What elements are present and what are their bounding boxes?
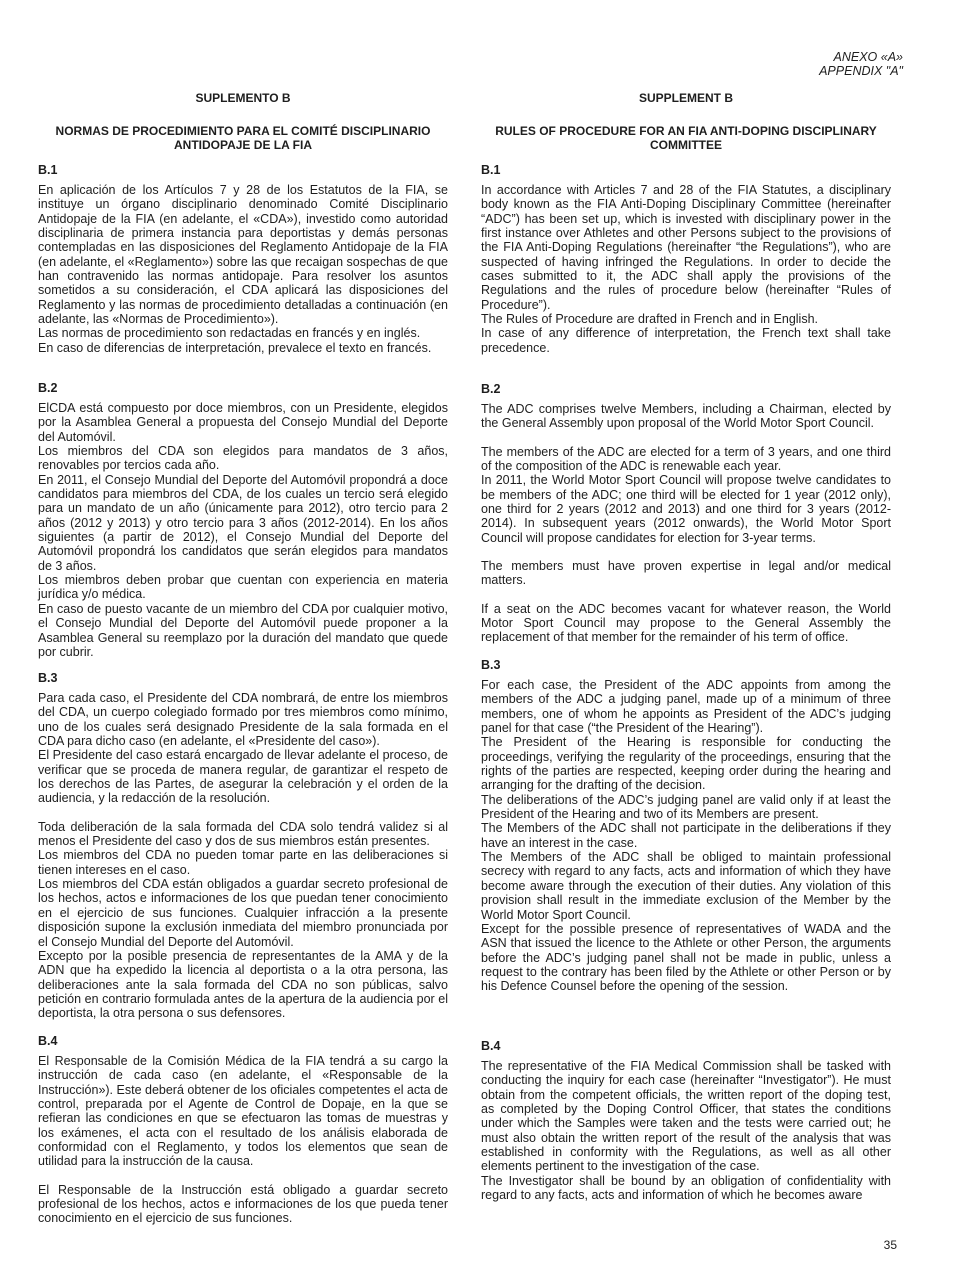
paragraph: The President of the Hearing is responsible for conducting the proceedings, verifying the regularity of the proceedings, ensuring that the rights of the parties are respected, keeping order during the hearing and arranging for the drafting of the decision. — [481, 735, 891, 793]
section-heading: B.2 — [38, 381, 58, 395]
paragraph: ElCDA está compuesto por doce miembros, con un Presidente, elegidos por la Asamblea General a propuesta del Consejo Mundial del Deporte del Automóvil. — [38, 401, 448, 444]
section-heading: B.4 — [38, 1034, 58, 1048]
section-b4-en — [481, 1039, 891, 1202]
section-heading: B.1 — [481, 163, 501, 177]
section-b1-en — [481, 163, 891, 355]
paragraph: The Members of the ADC shall be obliged to maintain professional secrecy with regard to any facts, acts and information of which they have become aware through the execution of their duties. Any violation of this provision shall result in the immediate exclusion of the Member by the World Motor Sport Council. — [481, 850, 891, 922]
supplement-title-en: SUPPLEMENT B — [638, 91, 733, 105]
section-b2-es — [38, 381, 448, 659]
section-heading: B.4 — [481, 1039, 501, 1053]
section-heading: B.3 — [38, 671, 58, 685]
paragraph: Las normas de procedimiento son redactadas en francés y en inglés. — [38, 326, 421, 341]
annex-label — [819, 50, 903, 78]
paragraph: In case of any difference of interpretation, the French text shall take precedence. — [481, 326, 891, 355]
document-title-en: RULES OF PROCEDURE FOR AN FIA ANTI-DOPING DISCIPLINARY COMMITTEE — [495, 124, 877, 152]
section-heading: B.1 — [38, 163, 58, 177]
paragraph: The Rules of Procedure are drafted in French and in English. — [481, 312, 818, 327]
paragraph: Los miembros del CDA no pueden tomar parte en las deliberaciones si tienen intereses en el caso. — [38, 848, 448, 877]
annex-es: ANEXO «A» — [833, 50, 903, 64]
paragraph: El Presidente del caso estará encargado de llevar adelante el proceso, de verificar que se proceda de manera regular, de garantizar el respeto de los derechos de las Partes, de asegurar la celebración y el orden de la audiencia, y la redacción de la resolución. — [38, 748, 448, 806]
section-b2-en — [481, 382, 891, 645]
section-heading: B.2 — [481, 382, 501, 396]
document-title-es: NORMAS DE PROCEDIMIENTO PARA EL COMITÉ DISCIPLINARIO ANTIDOPAJE DE LA FIA — [55, 124, 431, 152]
paragraph: Los miembros del CDA están obligados a guardar secreto profesional de los hechos, actos e informaciones de los que puedan tener conocimiento en el ejercicio de sus funciones. Cualquier infracción a la presente disposición supone la exclusión inmediata del miembro pronunciada por el Consejo Mundial del Deporte del Automóvil. — [38, 877, 448, 949]
paragraph: Except for the possible presence of representatives of WADA and the ASN that issued the licence to the Athlete or other Person, the arguments before the ADC’s judging panel shall not be made in public, unless a request to the contrary has been filed by the Athlete or other Person or by his Defence Counsel before the opening of the session. — [481, 921, 891, 994]
paragraph: The members of the ADC are elected for a term of 3 years, and one third of the composition of the ADC is renewable each year. — [481, 444, 891, 474]
annex-en: APPENDIX "A" — [819, 64, 903, 78]
paragraph: The representative of the FIA Medical Commission shall be tasked with conducting the inquiry for each case (hereinafter “Investigator”). He must obtain from the competent officials, the written report of the doping test, as completed by the Doping Control Officer, that states the conditions under which the Samples were taken and the tests were carried out; he must also obtain the written report of the result of the analysis that was established in conformity with the Regulations, as well as all other elements pertinent to the investigation of the case. — [481, 1059, 891, 1174]
paragraph: The Members of the ADC shall not participate in the deliberations if they have an interest in the case. — [481, 821, 891, 850]
paragraph: En caso de diferencias de interpretación, prevalece el texto en francés. — [38, 340, 432, 355]
paragraph: En caso de puesto vacante de un miembro del CDA por cualquier motivo, el Consejo Mundial del Deporte del Automóvil puede proponer a la Asamblea General su reemplazo por la duración del mandato que quede por cubrir. — [38, 601, 448, 659]
page-number: 35 — [883, 1238, 897, 1252]
paragraph: If a seat on the ADC becomes vacant for whatever reason, the World Motor Sport Council may propose to the General Assembly the replacement of that member for the remainder of his term of office. — [481, 601, 891, 645]
paragraph: Toda deliberación de la sala formada del CDA solo tendrá validez si al menos el Presidente del caso y dos de sus miembros están presentes. — [38, 819, 448, 849]
paragraph: For each case, the President of the ADC appoints from among the members of the ADC a judging panel, made up of a minimum of three members, one of whom he appoints as President of the ADC’s judging panel for that case (“the President of the Hearing”). — [481, 678, 891, 736]
paragraph: Para cada caso, el Presidente del CDA nombrará, de entre los miembros del CDA, un cuerpo colegiado formado por tres miembros como mínimo, uno de los cuales será designado Presidente de la sala formada en el CDA para dicho caso (en adelante, el «Presidente del caso»). — [38, 691, 448, 749]
section-heading: B.3 — [481, 658, 501, 672]
paragraph: The members must have proven expertise in legal and/or medical matters. — [481, 559, 891, 588]
paragraph: El Responsable de la Instrucción está obligado a guardar secreto profesional de los hechos, actos e informaciones de los que pueda tener conocimiento en el ejercicio de sus funciones. — [38, 1182, 448, 1226]
supplement-title-es: SUPLEMENTO B — [195, 91, 291, 105]
paragraph: En aplicación de los Artículos 7 y 28 de los Estatutos de la FIA, se instituye un órgano disciplinario denominado Comité Disciplinario Antidopaje de la FIA (en adelante, el «CDA»), investido como autoridad disciplinaria de primera instancia para deportistas y demás personas contempladas en las disposiciones del Reglamento Antidopaje de la FIA (en adelante, el «Reglamento») sobre las que recaigan sospechas de que han contravenido las normas antidopaje. Para resolver los asuntos sometidos a su consideración, el CDA aplicará las disposiciones del Reglamento y las normas de procedimiento detalladas a continuación (en adelante, las «Normas de Procedimiento»). — [38, 183, 448, 327]
paragraph: En 2011, el Consejo Mundial del Deporte del Automóvil propondrá a doce candidatos para miembros del CDA, de los cuales un tercio será elegido para un mandato de un año (únicamente para 2012), otro tercio para 2 años (2012 y 2013) y otro tercio para 3 años (2012-2014). En los años siguientes (a partir de 2012), el Consejo Mundial del Deporte del Automóvil propondrá los candidatos que serán elegidos para mandatos de 3 años. — [38, 472, 448, 573]
section-b3-es — [38, 671, 448, 1021]
paragraph: The ADC comprises twelve Members, including a Chairman, elected by the General Assembly upon proposal of the World Motor Sport Council. — [481, 402, 891, 431]
section-b3-en — [481, 658, 891, 994]
paragraph: The Investigator shall be bound by an obligation of confidentiality with regard to any facts, acts and information of which he becomes aware — [481, 1173, 891, 1203]
section-b1-es — [38, 163, 448, 355]
section-b4-es — [38, 1034, 448, 1226]
paragraph: Los miembros deben probar que cuentan con experiencia en materia jurídica y/o médica. — [38, 573, 448, 602]
paragraph: In accordance with Articles 7 and 28 of the FIA Statutes, a disciplinary body known as the FIA Anti-Doping Disciplinary Committee (hereinafter “ADC”) has been set up, which is invested with disciplinary power in the first instance over Athletes and other Persons subject to the provisions of the FIA Anti-Doping Regulations (hereinafter “the Regulations”), who are suspected of having infringed the Regulations. In order to decide the cases submitted to it, the ADC shall apply the provisions of the Regulations and the rules of procedure below (hereinafter “Rules of Procedure”). — [481, 183, 891, 312]
paragraph: The deliberations of the ADC’s judging panel are valid only if at least the President of the Hearing and two of its Members are present. — [481, 792, 891, 822]
paragraph: In 2011, the World Motor Sport Council will propose twelve candidates to be members of the ADC; one third will be elected for 1 year (2012 only), one third for 2 years (2012 and 2013) and one third for 3 years (2012-2014). In subsequent years (2012 onwards), the World Motor Sport Council will propose candidates for election for 3-year terms. — [481, 473, 891, 545]
paragraph: Los miembros del CDA son elegidos para mandatos de 3 años, renovables por tercios cada año. — [38, 444, 448, 473]
paragraph: El Responsable de la Comisión Médica de la FIA tendrá a su cargo la instrucción de cada caso (en adelante, el «Responsable de la Instrucción»). Este deberá obtener de los oficiales competentes el acta de control, preparada por el Agente de Control de Dopaje, en la que se refieran las condiciones en que se efectuaron las tomas de muestras y los exámenes, el acta con el resultado de los análisis elaborada de conformidad con el Reglamento, y todos los elementos que sean de utilidad para la instrucción de la causa. — [38, 1054, 448, 1169]
paragraph: Excepto por la posible presencia de representantes de la AMA y de la ADN que ha expedido la licencia al deportista o a la otra persona, las deliberaciones ante la sala formada del CDA no son públicas, salvo petición en contrario formulada antes de la apertura de la audiencia por el deportista, la otra persona o sus defensores. — [38, 948, 448, 1021]
